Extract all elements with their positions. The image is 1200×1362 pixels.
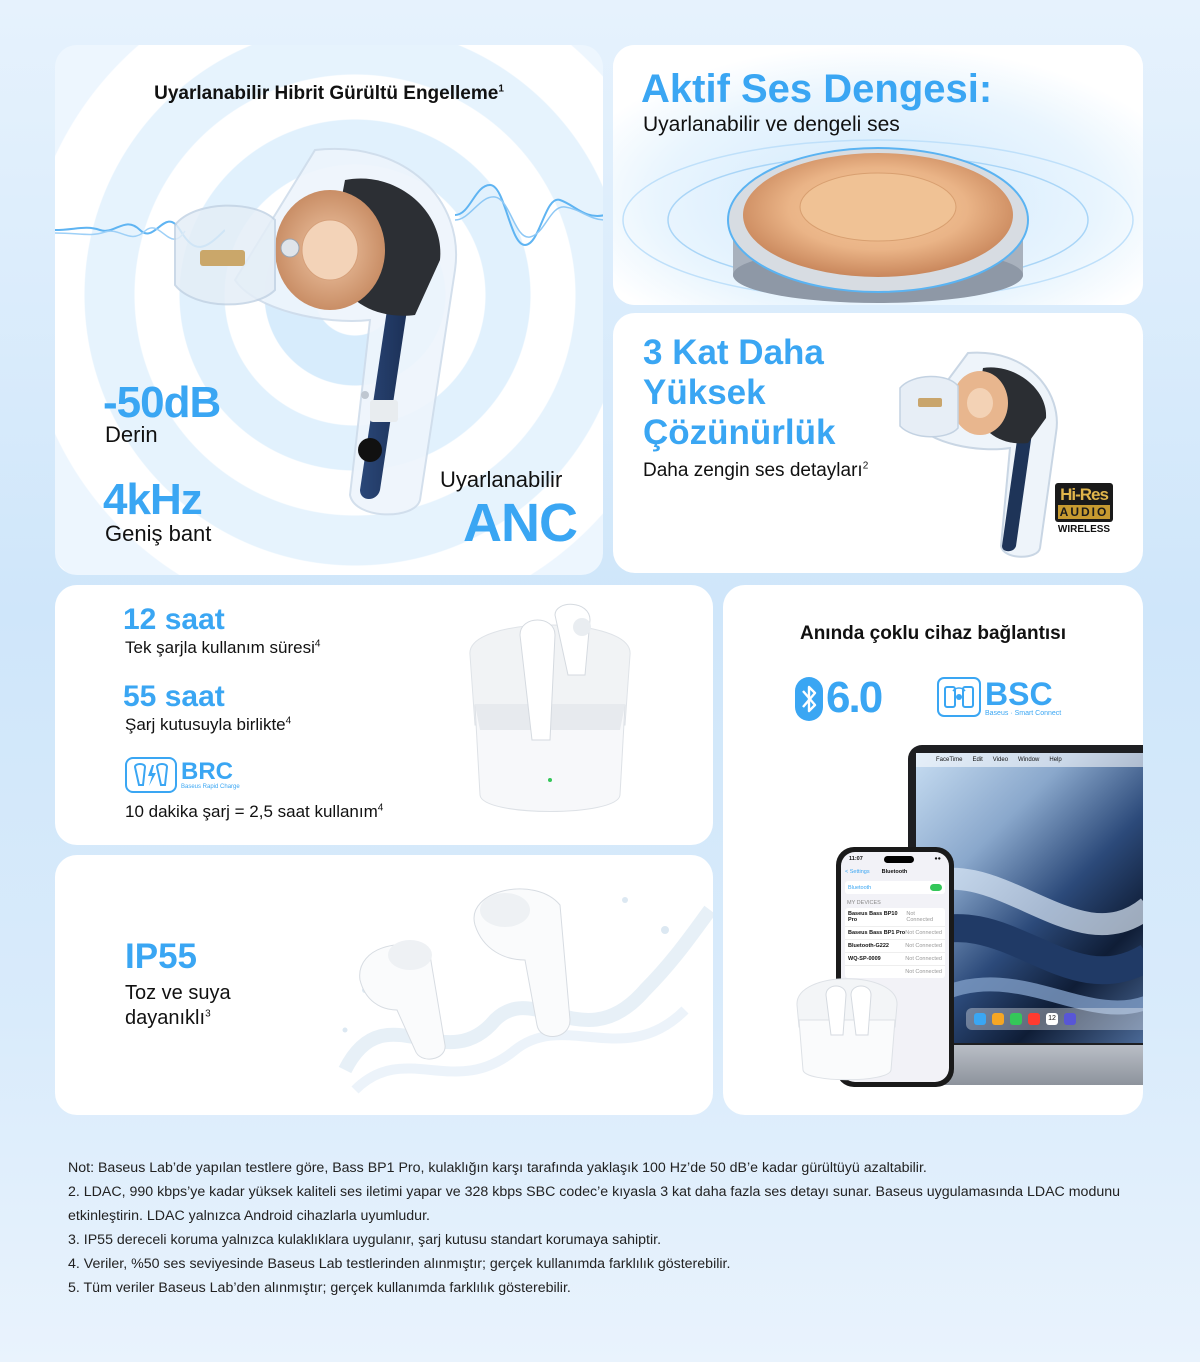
footnote: 3. IP55 dereceli koruma yalnızca kulaklıklara uygulanır, şarj kutusu standart korumaya sahiptir. [68,1232,662,1248]
hires-audio-logo: Hi-Res AUDIO WIRELESS [1055,483,1113,535]
hires-card [613,313,1143,573]
device-row[interactable]: WQ-SP-0009 Not Connected [845,953,945,966]
transparent-earbud-illustration [898,348,1068,563]
phone-screen: 11:07 ●● < Settings Bluetooth Bluetooth MY DEVICES Baseus Bass BP10 Pro Not Connected Baseus Bass BP1 Pro Not Connected Bluetooth-G222 Not Connected WQ-SP-0009 Not Connected Not Connected [841,852,949,1082]
brc-logo [125,757,240,793]
bsc-logo [937,677,1061,717]
bluetooth-toggle[interactable] [930,884,942,891]
bsc-small-label: Baseus · Smart Connect [985,709,1062,717]
brc-label: BRC [181,758,233,785]
device-row[interactable]: Not Connected [905,969,942,975]
multi-device-card [723,585,1143,1115]
earbuds-water-splash-illustration [325,870,713,1115]
fast-charge-earbuds-icon [125,757,177,793]
earbud-cutaway-illustration [155,140,495,520]
footnote: 4. Veriler, %50 ses seviyesinde Baseus Lab testlerinden alınmıştır; gerçek kullanımda farklılık gösterebilir. [68,1256,731,1272]
battery-card [55,585,713,845]
phone-time: 11:07 [849,856,863,862]
ip-rating-label: Toz ve suya dayanıklı$^3$ [125,982,231,1029]
bluetooth-icon [795,677,823,721]
ip-rating-value: IP55 [125,937,197,976]
laptop-dock: 12 [966,1008,1143,1030]
total-playtime-label: Şarj kutusuyla birlikte$^4$ [125,715,292,734]
footnote: 5. Tüm veriler Baseus Lab’den alınmıştır; gerçek kullanımda farklılık gösterebilir. [68,1280,571,1296]
phone-section-label: MY DEVICES [847,900,881,906]
depth-label: Derin [105,422,158,447]
hires-title: 3 Kat Daha Yüksek Çözünürlük [643,333,836,452]
charging-case-illustration [450,595,650,825]
device-row[interactable]: Baseus Bass BP10 Pro Not Connected [845,908,945,927]
band-value: 4kHz [103,475,202,524]
hires-subtitle: Daha zengin ses detayları$^2$ [643,460,869,481]
footnote: 2. LDAC, 990 kbps’ye kadar yüksek kaliteli ses iletimi yapar ve 328 kbps SBC codec’e kıyasla 3 kat daha fazla ses detayı sunar. Baseus uygulamasında LDAC modunu etkinleştirin. LDAC yalnızca Android cihazlarla uyumludur. [68,1184,1121,1224]
bsc-label: BSC [985,675,1053,712]
sound-balance-subtitle: Uyarlanabilir ve dengeli ses [643,113,900,136]
device-row[interactable]: Baseus Bass BP1 Pro Not Connected [845,927,945,940]
phone-back-link[interactable]: < Settings [845,869,870,875]
anc-card-title: Uyarlanabilir Hibrit Gürültü Engelleme$^1$ [154,83,504,104]
playtime-value: 12 saat [123,603,225,636]
anc-big-label: ANC [463,493,577,553]
water-resistance-card [55,855,713,1115]
depth-value: -50dB [103,378,221,427]
device-row[interactable]: Bluetooth-G222 Not Connected [845,940,945,953]
multi-device-title: Anında çoklu cihaz bağlantısı [799,623,1067,644]
laptop-menu-bar: FaceTime Edit Video Window Help [916,753,1143,767]
smart-connect-icon [937,677,981,717]
bluetooth-toggle-label: Bluetooth [848,884,872,891]
sound-balance-card [613,45,1143,305]
band-label: Geniş bant [105,521,212,546]
footnote: Not: Baseus Lab’de yapılan testlere göre, Bass BP1 Pro, kulaklığın karşı tarafında yaklaşık 100 Hz’de 50 dB’e kadar gürültüyü azaltabilir. [68,1160,927,1176]
charging-case-small-illustration [791,965,903,1085]
anc-card [55,45,603,575]
playtime-label: Tek şarjla kullanım süresi$^4$ [125,638,321,657]
footnotes [68,1156,1128,1300]
fast-charge-label: 10 dakika şarj = 2,5 saat kullanım$^4$ [125,802,384,821]
total-playtime-value: 55 saat [123,680,225,713]
bluetooth-version: 6.0 [826,673,882,722]
sound-balance-title: Aktif Ses Dengesi: [641,67,993,111]
phone-header: Bluetooth [881,869,908,875]
anc-prefix-label: Uyarlanabilir [440,467,563,492]
brc-small-label: Baseus Rapid Charge [181,784,240,790]
